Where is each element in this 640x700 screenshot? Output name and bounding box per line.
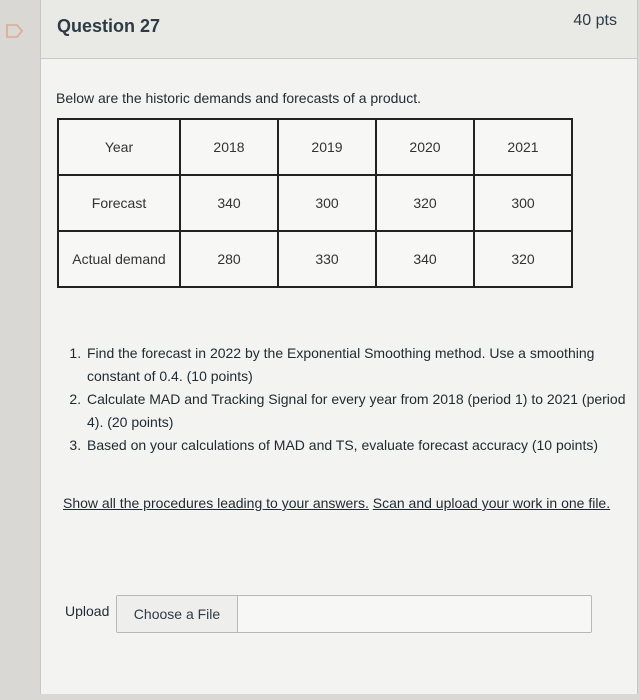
table-row	[58, 231, 572, 287]
instructions-part1: Show all the procedures leading to your answers.	[63, 495, 369, 511]
question-points: 40 pts	[573, 12, 617, 29]
question-list	[63, 342, 633, 457]
question-card	[40, 0, 638, 694]
table-cell: 2019	[278, 119, 376, 175]
row-label: Actual demand	[58, 231, 180, 287]
row-label: Year	[58, 119, 180, 175]
flag-icon[interactable]	[6, 24, 24, 38]
demand-table	[57, 118, 573, 288]
table-cell: 2018	[180, 119, 278, 175]
list-item: 1. Find the forecast in 2022 by the Exponential Smoothing method. Use a smoothing constant of 0.4. (10 points)	[85, 342, 633, 388]
instructions-text	[63, 492, 613, 515]
question-header	[41, 0, 637, 59]
table-row	[58, 119, 572, 175]
list-item: 3. Based on your calculations of MAD and TS, evaluate forecast accuracy (10 points)	[85, 434, 633, 457]
table-cell: 2021	[474, 119, 572, 175]
table-cell: 2020	[376, 119, 474, 175]
file-upload-field[interactable]	[116, 595, 592, 633]
question-title: Question 27	[57, 16, 161, 36]
table-cell: 320	[474, 231, 572, 287]
choose-file-button[interactable]: Choose a File	[117, 596, 238, 632]
table-cell: 300	[474, 175, 572, 231]
table-cell: 300	[278, 175, 376, 231]
instructions-part2: Scan and upload your work in one file.	[372, 495, 611, 511]
row-label: Forecast	[58, 175, 180, 231]
list-item: 2. Calculate MAD and Tracking Signal for every year from 2018 (period 1) to 2021 (period 4). (20 points)	[85, 388, 633, 434]
table-cell: 330	[278, 231, 376, 287]
table-row	[58, 175, 572, 231]
table-cell: 320	[376, 175, 474, 231]
table-cell: 340	[376, 231, 474, 287]
table-cell: 280	[180, 231, 278, 287]
upload-label: Upload	[65, 603, 110, 619]
table-cell: 340	[180, 175, 278, 231]
intro-text: Below are the historic demands and forecasts of a product.	[56, 90, 421, 106]
